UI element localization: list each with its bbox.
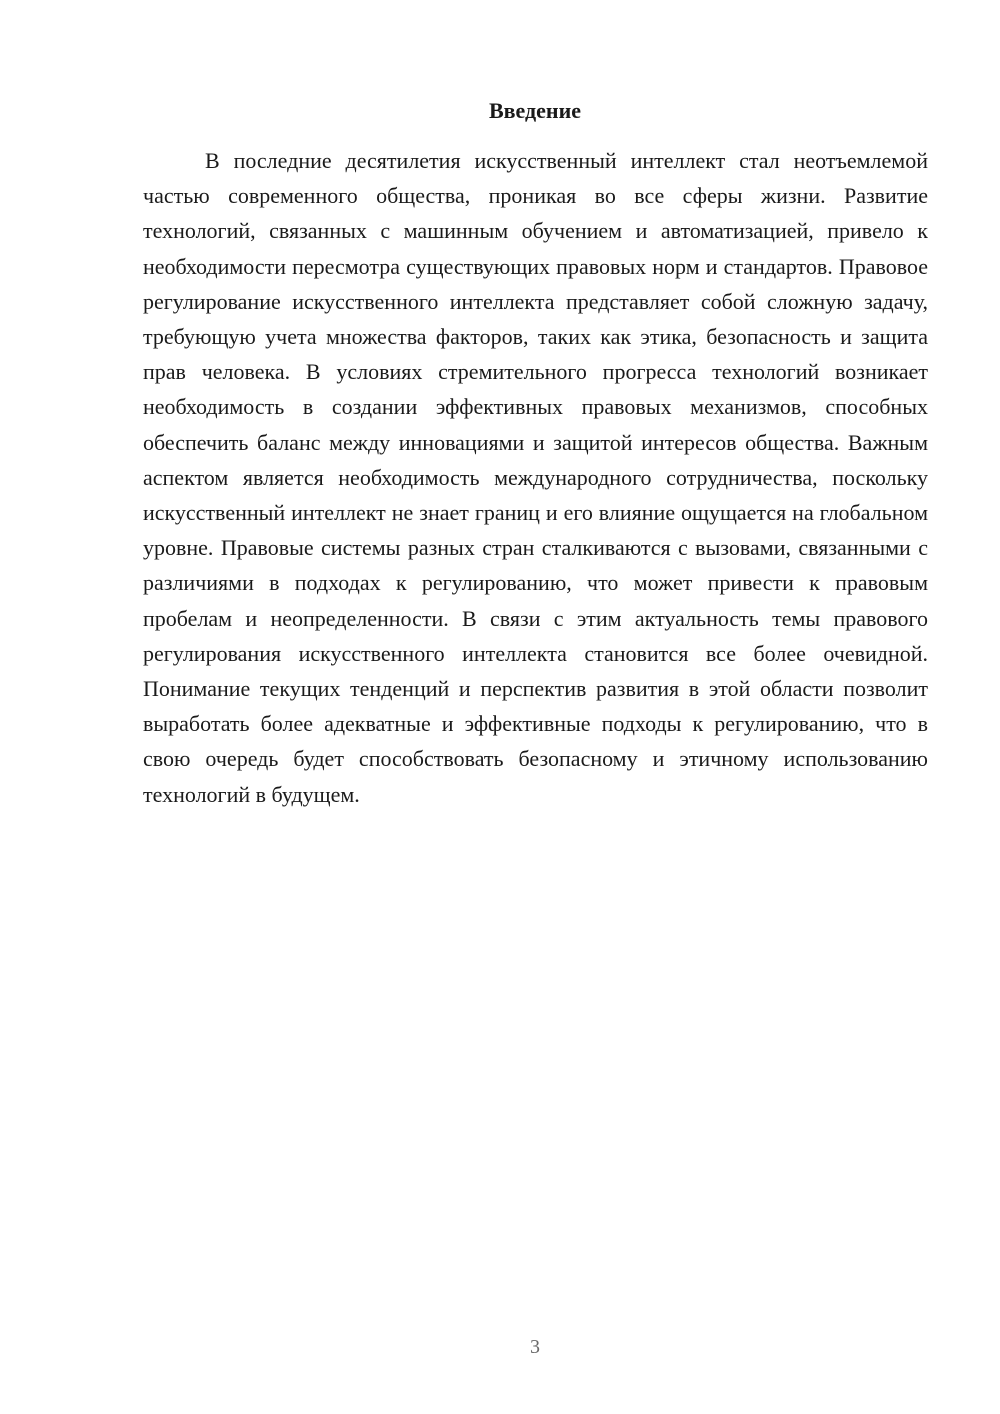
page-number: 3 (530, 1336, 540, 1358)
section-title: Введение (488, 98, 582, 123)
introduction-paragraph: В последние десятилетия искусственный интеллект стал неотъемлемой частью современного общества, проникая во все сферы жизни. Развитие технологий, связанных с машинным обучением и автоматизацией, привело к необходимости пересмотра существующих правовых норм и стандартов. Правовое регулирование искусственного интеллекта представляет собой сложную задачу, требующую учета множества факторов, таких как этика, безопасность и защита прав человека. В условиях стремительного прогресса технологий возникает необходимость в создании эффективных правовых механизмов, способных обеспечить баланс между инновациями и защитой интересов общества. Важным аспектом является необходимость международного сотрудничества, поскольку искусственный интеллект не знает границ и его влияние ощущается на глобальном уровне. Правовые системы разных стран сталкиваются с вызовами, связанными с различиями в подходах к регулированию, что может привести к правовым пробелам и неопределенности. В связи с этим актуальность темы правового регулирования искусственного интеллекта становится все более очевидной. Понимание текущих тенденций и перспектив развития в этой области позволит выработать более адекватные и эффективные подходы к регулированию, что в свою очередь будет способствовать безопасному и этичному использованию технологий в будущем. (143, 148, 928, 807)
